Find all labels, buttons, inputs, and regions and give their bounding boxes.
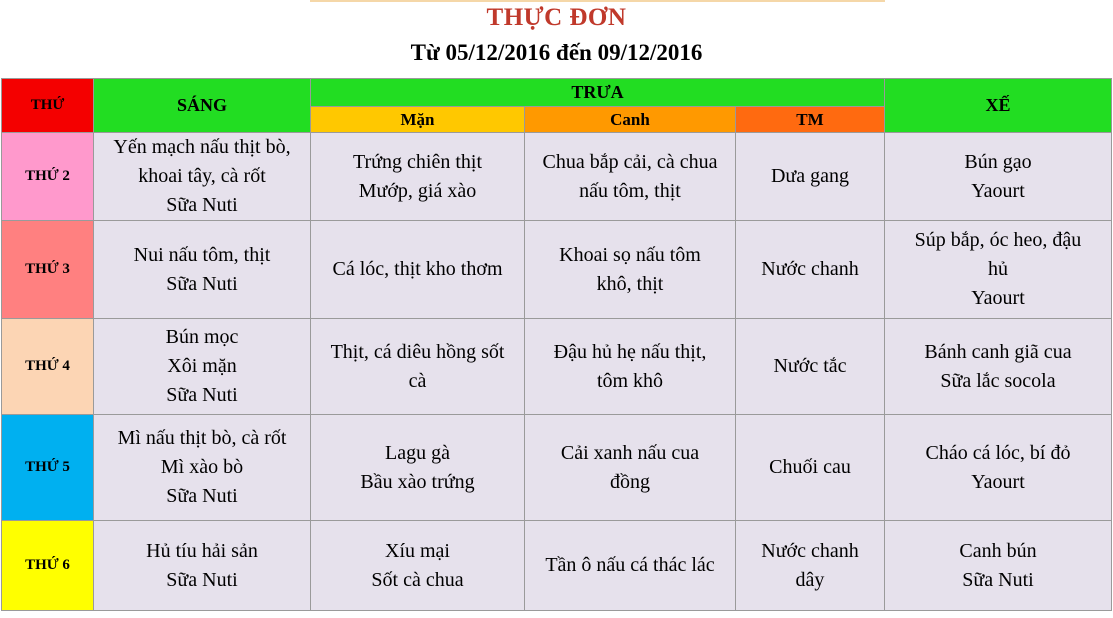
lunch-tm-cell [736,319,885,415]
day-label: THỨ 3 [2,221,94,319]
morning-cell [94,521,311,611]
dish-line: Cháo cá lóc, bí đỏ [925,441,1071,464]
lunch-man-header: Mặn [311,107,525,133]
dish-line: hủ [988,258,1008,280]
afternoon-cell [885,319,1112,415]
dish-line: Yaourt [971,470,1025,493]
afternoon-cell [885,415,1112,521]
dish-line: Sữa Nuti [962,568,1034,591]
dish-line: Tần ô nấu cá thác lác [545,554,715,576]
lunch-column-header: TRƯA [311,79,885,107]
day-label: THỨ 4 [2,319,94,415]
afternoon-column-header: XẾ [885,79,1112,133]
dish-line: Khoai sọ nấu tôm [559,243,701,266]
lunch-canh-cell [525,415,736,521]
dish-line: Dưa gang [770,165,850,187]
dish-line: Sốt cà chua [371,568,464,591]
lunch-man-cell [311,133,525,221]
lunch-canh-cell [525,319,736,415]
dish-line: Lagu gà [385,441,450,464]
dish-line: Đậu hủ hẹ nấu thịt, [553,340,707,363]
morning-cell [94,221,311,319]
menu-table [1,78,1112,611]
lunch-man-cell [311,521,525,611]
dish-line: Yaourt [971,287,1025,309]
lunch-tm-cell [736,133,885,221]
dish-line: tôm khô [596,369,664,392]
dish-line: Yến mạch nấu thịt bò, [113,136,291,158]
dish-line: Nước chanh [761,539,859,562]
dish-line: Chua bắp cải, cà chua [542,150,718,173]
dish-line: Sữa Nuti [166,272,238,295]
dish-line: Trứng chiên thịt [353,150,482,173]
morning-cell [94,319,311,415]
lunch-man-cell [311,221,525,319]
lunch-tm-header: TM [736,107,885,133]
menu-row [2,221,1112,319]
lunch-man-cell [311,319,525,415]
dish-line: Bánh canh giã cua [924,340,1072,363]
lunch-tm-cell [736,521,885,611]
lunch-canh-header: Canh [525,107,736,133]
day-column-header: THỨ [2,79,94,133]
menu-row [2,415,1112,521]
menu-body [2,133,1112,611]
dish-line: Bầu xào trứng [360,470,475,493]
top-accent-line [310,0,885,2]
dish-line: Sữa Nuti [166,384,238,406]
date-range: Từ 05/12/2016 đến 09/12/2016 [410,40,703,65]
dish-line: Yaourt [971,179,1025,202]
menu-row [2,319,1112,415]
lunch-canh-cell [525,133,736,221]
lunch-canh-cell [525,521,736,611]
dish-line: Nước tắc [773,355,847,377]
dish-line: Bún mọc [165,326,239,348]
afternoon-cell [885,521,1112,611]
day-label: THỨ 2 [2,133,94,221]
dish-line: Sữa lắc socola [940,369,1056,392]
dish-line: Cải xanh nấu cua [560,441,700,464]
dish-line: Sữa Nuti [166,485,238,507]
day-label: THỨ 5 [2,415,94,521]
dish-line: Nui nấu tôm, thịt [133,243,271,266]
day-label: THỨ 6 [2,521,94,611]
dish-line: Nước chanh [761,258,859,280]
dish-line: đồng [610,470,650,493]
dish-line: nấu tôm, thịt [579,179,681,202]
lunch-man-cell [311,415,525,521]
dish-line: khô, thịt [596,272,664,295]
dish-line: Sữa Nuti [166,568,238,591]
dish-line: Mướp, giá xào [358,179,477,202]
morning-cell [94,415,311,521]
lunch-canh-cell [525,221,736,319]
dish-line: Thịt, cá diêu hồng sốt [330,340,505,363]
dish-line: Mì xào bò [160,456,244,478]
dish-line: Hủ tíu hải sản [146,539,258,562]
afternoon-cell [885,133,1112,221]
dish-line: Chuối cau [769,456,851,478]
lunch-tm-cell [736,415,885,521]
dish-line: cà [408,369,427,392]
morning-cell [94,133,311,221]
lunch-tm-cell [736,221,885,319]
page-title: THỰC ĐƠN [486,4,627,31]
dish-line: Mì nấu thịt bò, cà rốt [117,427,287,449]
dish-line: Xíu mại [385,539,450,562]
dish-line: Xôi mặn [167,355,237,377]
morning-column-header: SÁNG [94,79,311,133]
menu-row [2,521,1112,611]
dish-line: Cá lóc, thịt kho thơm [332,258,503,280]
dish-line: Bún gạo [964,150,1032,173]
dish-line: dây [795,568,825,591]
dish-line: Súp bắp, óc heo, đậu [914,229,1082,251]
dish-line: Sữa Nuti [166,194,238,216]
dish-line: Canh bún [959,539,1037,562]
menu-row [2,133,1112,221]
afternoon-cell [885,221,1112,319]
dish-line: khoai tây, cà rốt [138,165,266,187]
